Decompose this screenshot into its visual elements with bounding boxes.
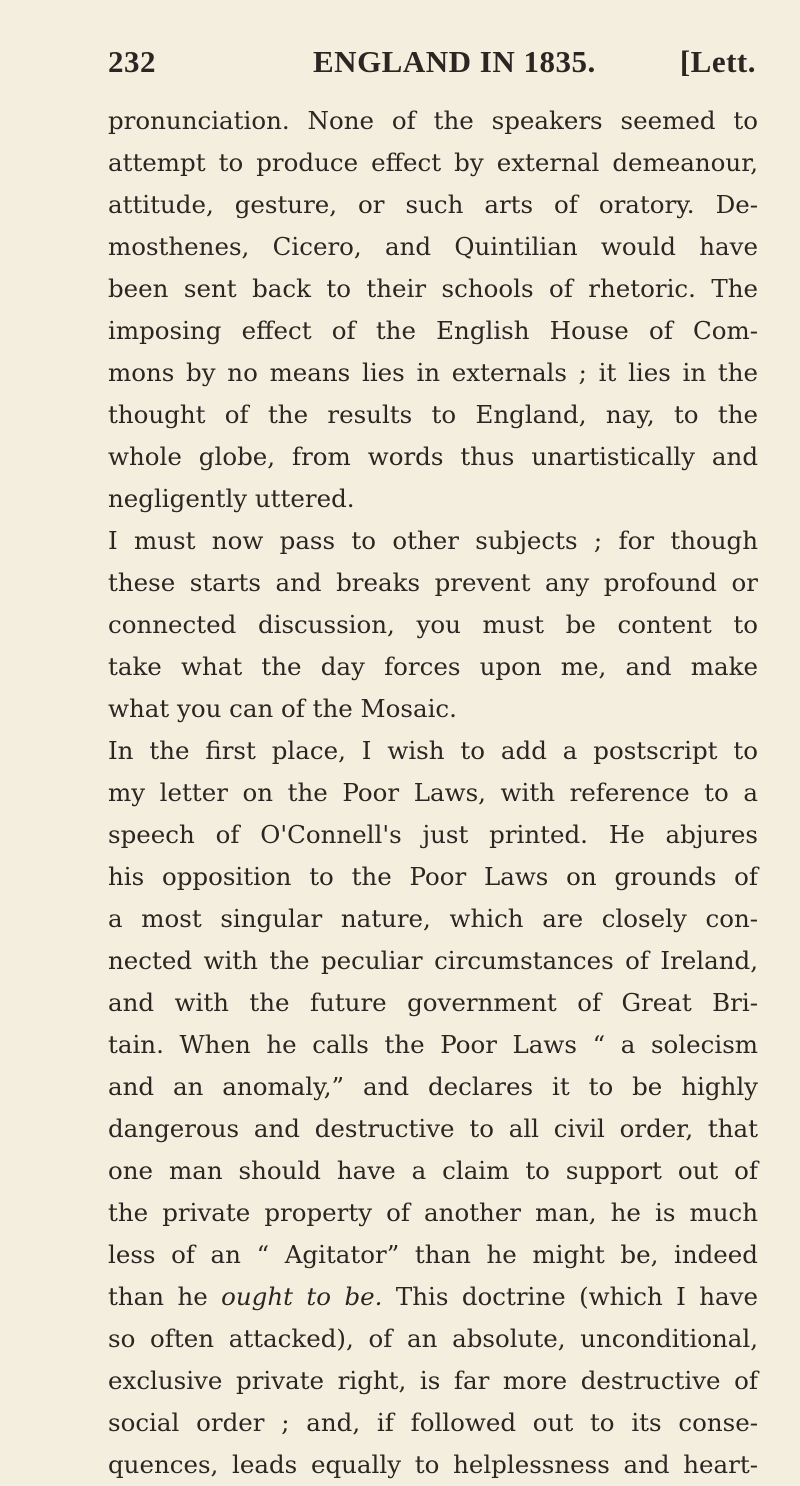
text-line: negligently uttered. <box>108 484 355 513</box>
text-line: a most singular nature, which are closely con- <box>108 904 758 933</box>
page-number: 232 <box>108 44 156 79</box>
italic-text: ought to be. <box>221 1282 383 1311</box>
text-line: whole globe, from words thus unartistically and <box>108 442 758 471</box>
text-line: exclusive private right, is far more destructive of <box>108 1366 758 1395</box>
text-line: so often attacked), of an absolute, unconditional, <box>108 1324 758 1353</box>
page-header <box>108 44 756 88</box>
text-line: speech of O'Connell's just printed. He abjures <box>108 820 758 849</box>
text-line: take what the day forces upon me, and make <box>108 652 758 681</box>
text-line: my letter on the Poor Laws, with reference to a <box>108 778 758 807</box>
text-line: social order ; and, if followed out to its conse- <box>108 1408 758 1437</box>
text-fragment: than he <box>108 1282 208 1311</box>
text-line: these starts and breaks prevent any profound or <box>108 568 758 597</box>
text-line: nected with the peculiar circumstances of Ireland, <box>108 946 758 975</box>
section-label: [Lett. <box>679 44 756 79</box>
body-text <box>108 100 758 1486</box>
text-line: what you can of the Mosaic. <box>108 694 457 723</box>
text-line: tain. When he calls the Poor Laws “ a solecism <box>108 1030 758 1059</box>
text-line: the private property of another man, he is much <box>108 1198 758 1227</box>
text-line: In the first place, I wish to add a postscript to <box>108 736 758 765</box>
text-line: one man should have a claim to support out of <box>108 1156 758 1185</box>
text-line: mosthenes, Cicero, and Quintilian would have <box>108 232 758 261</box>
text-line: connected discussion, you must be content to <box>108 610 758 639</box>
text-line: and with the future government of Great Bri- <box>108 988 758 1017</box>
text-line: been sent back to their schools of rhetoric. The <box>108 274 758 303</box>
text-line: I must now pass to other subjects ; for though <box>108 526 758 555</box>
text-line: his opposition to the Poor Laws on grounds of <box>108 862 758 891</box>
text-line: attitude, gesture, or such arts of oratory. De- <box>108 190 758 219</box>
text-line: quences, leads equally to helplessness and heart- <box>108 1450 758 1479</box>
running-title: ENGLAND IN 1835. <box>313 44 596 79</box>
text-line-with-italic <box>108 1276 758 1318</box>
text-line: imposing effect of the English House of Com- <box>108 316 758 345</box>
text-line: attempt to produce effect by external demeanour, <box>108 148 758 177</box>
text-fragment: This doctrine (which I have <box>395 1282 758 1311</box>
text-line: pronunciation. None of the speakers seemed to <box>108 106 758 135</box>
text-line: dangerous and destructive to all civil order, that <box>108 1114 758 1143</box>
text-line: less of an “ Agitator” than he might be, indeed <box>108 1240 758 1269</box>
text-line: mons by no means lies in externals ; it lies in the <box>108 358 758 387</box>
text-line: and an anomaly,” and declares it to be highly <box>108 1072 758 1101</box>
text-line: thought of the results to England, nay, to the <box>108 400 758 429</box>
